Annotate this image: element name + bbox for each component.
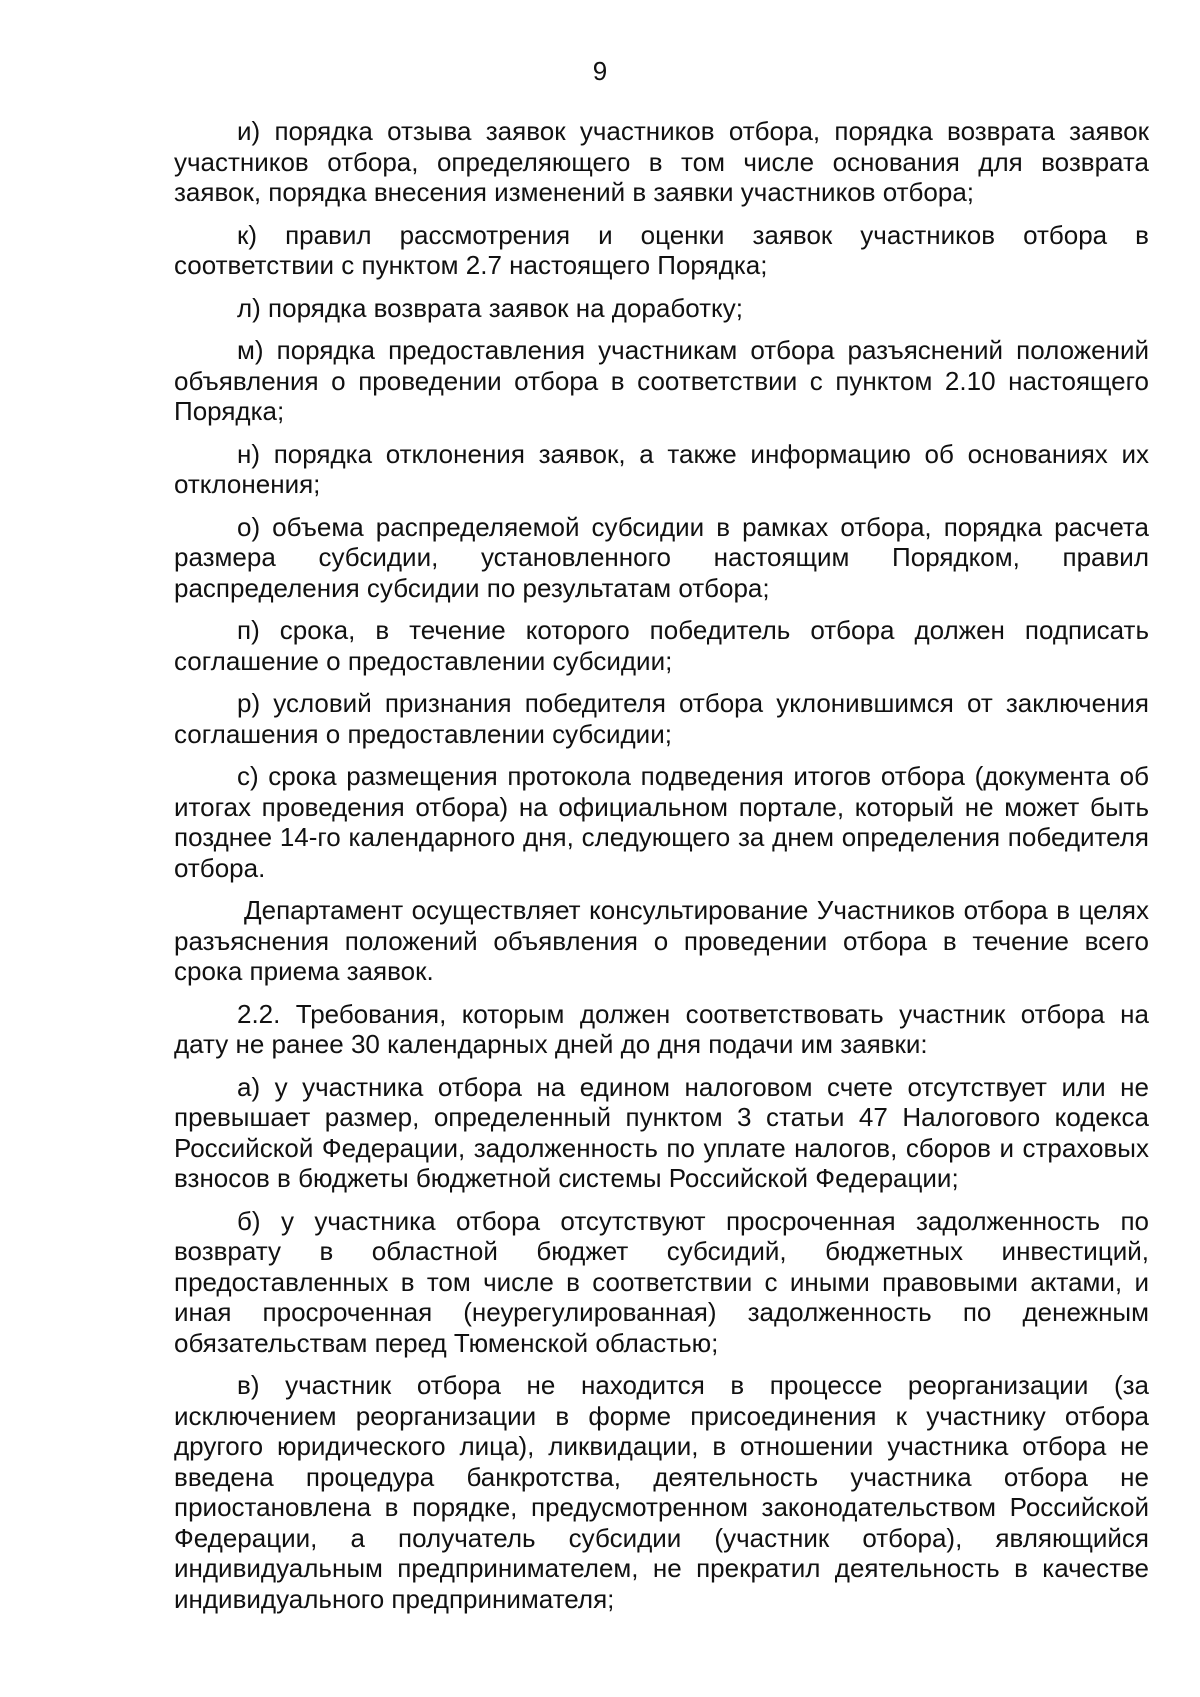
paragraph-requirement-b: б) у участника отбора отсутствуют просроченная задолженность по возврату в областной бюджет субсидий, бюджетных инвестиций, предоставленных в том числе в соответствии с иными правовыми актами, и иная просроченная (неурегулированная) задолженность по денежным обязательствам перед Тюменской областью; [174,1205,1149,1358]
page-number: 9 [592,56,608,86]
paragraph-item-n: н) порядка отклонения заявок, а также информацию об основаниях их отклонения; [174,438,1149,499]
paragraph-item-i: и) порядка отзыва заявок участников отбора, порядка возврата заявок участников отбора, определяющего в том числе основания для возврата заявок, порядка внесения изменений в заявки участников отбора; [174,116,1149,207]
paragraph-requirement-v: в) участник отбора не находится в процессе реорганизации (за исключением реорганизации в форме присоединения к участнику отбора другого юридического лица), ликвидации, в отношении участника отбора не введена процедура банкротства, деятельность участника отбора не приостановлена в порядке, предусмотренном законодательством Российской Федерации, а получатель субсидии (участник отбора), являющийся индивидуальным предпринимателем, не прекратил деятельность в качестве индивидуального предпринимателя; [174,1370,1149,1614]
paragraph-department-consulting: Департамент осуществляет консультирование Участников отбора в целях разъяснения положений объявления о проведении отбора в течение всего срока приема заявок. [174,895,1149,986]
paragraph-item-s: с) срока размещения протокола подведения итогов отбора (документа об итогах проведения отбора) на официальном портале, который не может быть позднее 14-го календарного дня, следующего за днем определения победителя отбора. [174,761,1149,883]
document-body [174,116,1149,1626]
paragraph-item-l: л) порядка возврата заявок на доработку; [237,292,743,323]
paragraph-item-p: п) срока, в течение которого победитель отбора должен подписать соглашение о предоставлении субсидии; [174,615,1149,676]
paragraph-item-m: м) порядка предоставления участникам отбора разъяснений положений объявления о проведении отбора в соответствии с пунктом 2.10 настоящего Порядка; [174,335,1149,426]
paragraph-item-r: р) условий признания победителя отбора уклонившимся от заключения соглашения о предоставлении субсидии; [174,688,1149,749]
paragraph-item-k: к) правил рассмотрения и оценки заявок участников отбора в соответствии с пунктом 2.7 настоящего Порядка; [174,219,1149,280]
paragraph-item-o: о) объема распределяемой субсидии в рамках отбора, порядка расчета размера субсидии, установленного настоящим Порядком, правил распределения субсидии по результатам отбора; [174,511,1149,603]
paragraph-requirement-a: а) у участника отбора на едином налоговом счете отсутствует или не превышает размер, определенный пунктом 3 статьи 47 Налогового кодекса Российской Федерации, задолженность по уплате налогов, сборов и страховых взносов в бюджеты бюджетной системы Российской Федерации; [174,1071,1149,1193]
paragraph-section-2-2: 2.2. Требования, которым должен соответствовать участник отбора на дату не ранее 30 календарных дней до дня подачи им заявки: [174,998,1149,1059]
